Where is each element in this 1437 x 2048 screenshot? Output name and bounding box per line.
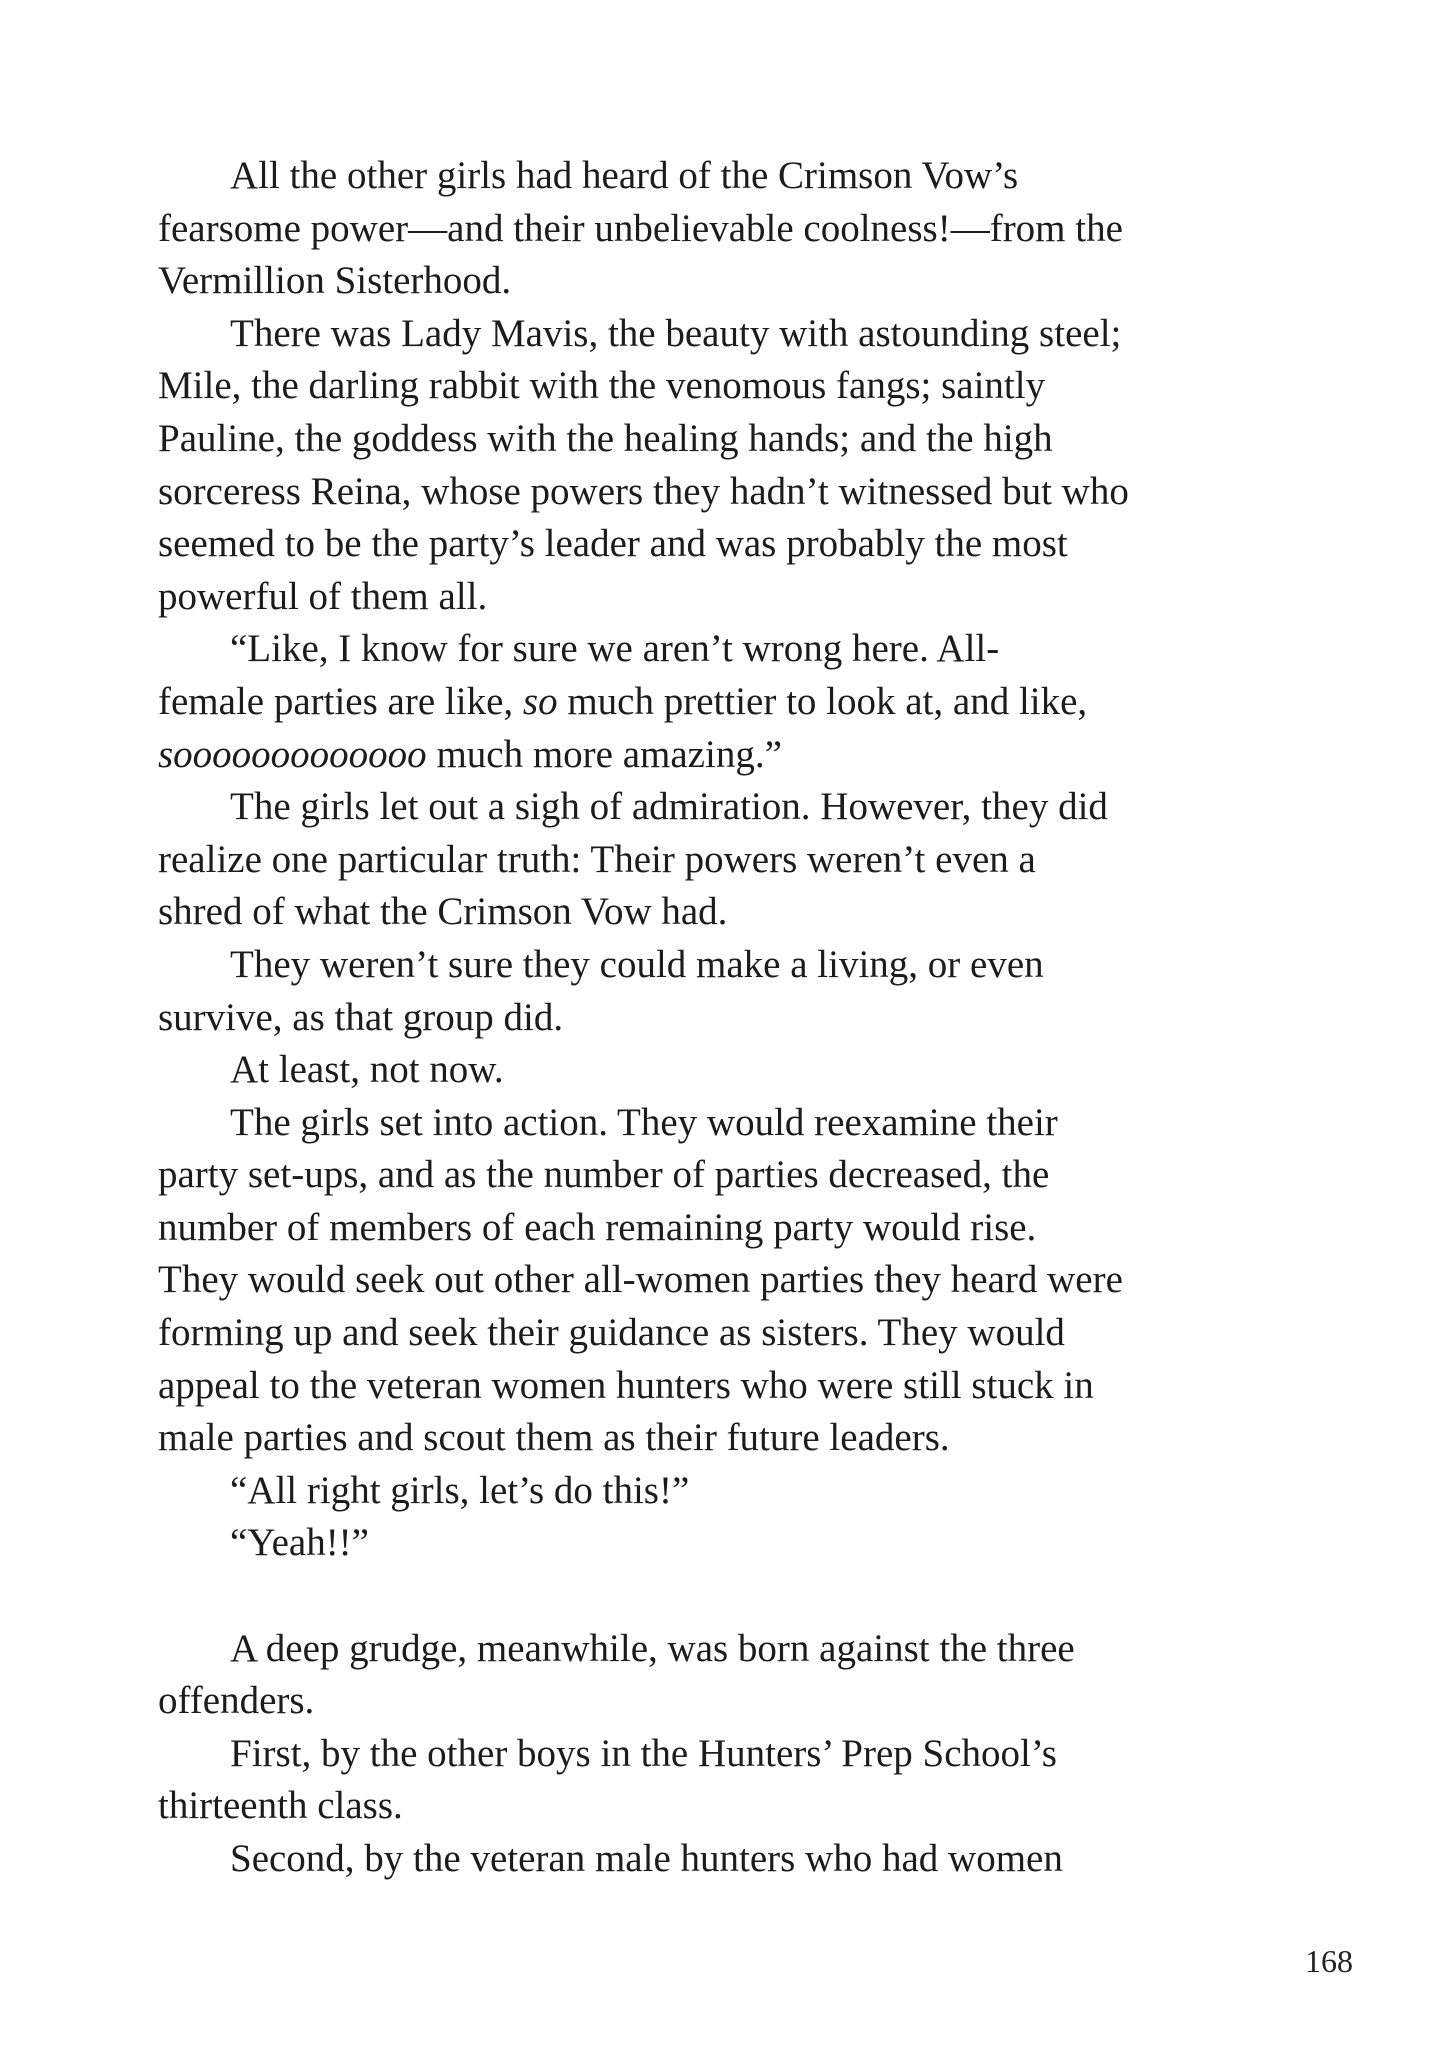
text-line [158,623,1283,676]
text-line [158,781,1283,834]
text-line [158,886,1283,939]
text-line [158,1307,1283,1360]
text-segment: appeal to the veteran women hunters who were still stuck in [158,1363,1094,1407]
text-segment: First, by the other boys in the Hunters’ Prep School’s [230,1731,1057,1775]
text-line [158,1412,1283,1465]
text-segment: powerful of them all. [158,574,488,618]
text-line [158,518,1283,571]
text-line [158,150,1283,203]
text-line [158,203,1283,256]
text-segment: much more amazing.” [426,732,782,776]
text-segment: number of members of each remaining party would rise. [158,1205,1037,1249]
text-segment: thirteenth class. [158,1784,403,1828]
italic-text-segment: sooooooooooooo [158,732,427,776]
text-line [158,1623,1283,1676]
text-segment: All the other girls had heard of the Crimson Vow’s [230,154,1019,197]
text-line [158,1675,1283,1728]
text-segment: “Like, I know for sure we aren’t wrong here. All- [230,627,1000,671]
text-segment: forming up and seek their guidance as sisters. They would [158,1311,1065,1355]
text-line [158,1044,1283,1097]
text-line [158,571,1283,624]
text-line [158,1728,1283,1781]
text-segment: Pauline, the goddess with the healing hands; and the high [158,416,1053,460]
text-line [158,729,1283,782]
text-line [158,992,1283,1045]
page-text [158,150,1283,1886]
text-line [158,1097,1283,1150]
text-segment: Vermillion Sisterhood. [158,259,512,303]
text-segment: realize one particular truth: Their powers weren’t even a [158,837,1036,881]
text-segment: “All right girls, let’s do this!” [230,1468,690,1512]
text-segment: offenders. [158,1679,315,1723]
text-segment: survive, as that group did. [158,995,564,1039]
text-segment: They weren’t sure they could make a living, or even [230,942,1044,986]
text-line [158,1360,1283,1413]
text-segment: A deep grudge, meanwhile, was born against the three [230,1626,1075,1670]
text-segment: male parties and scout them as their future leaders. [158,1416,950,1460]
text-segment: much prettier to look at, and like, [557,679,1088,723]
text-line [158,834,1283,887]
text-line [158,308,1283,361]
text-line [158,413,1283,466]
text-line [158,255,1283,308]
text-line [158,360,1283,413]
text-line [158,1780,1283,1833]
text-line [158,1202,1283,1255]
text-segment: sorceress Reina, whose powers they hadn’t witnessed but who [158,469,1129,513]
blank-line [158,1570,1283,1623]
text-segment: Second, by the veteran male hunters who had women [230,1837,1063,1880]
italic-text-segment: so [522,679,558,723]
text-segment: There was Lady Mavis, the beauty with astounding steel; [230,311,1122,355]
text-segment: seemed to be the party’s leader and was probably the most [158,522,1068,566]
text-segment: fearsome power—and their unbelievable coolness!—from the [158,206,1123,250]
text-segment: party set-ups, and as the number of parties decreased, the [158,1153,1050,1197]
text-line [158,939,1283,992]
text-segment: female parties are like, [158,679,523,723]
text-segment: At least, not now. [230,1048,504,1092]
text-line [158,466,1283,519]
text-segment: The girls let out a sigh of admiration. However, they did [230,785,1108,829]
text-line [158,1149,1283,1202]
text-line [158,1833,1283,1886]
text-line [158,1517,1283,1570]
page-number: 168 [1305,1943,1353,1979]
text-line [158,676,1283,729]
text-line [158,1254,1283,1307]
text-line [158,1465,1283,1518]
text-segment: They would seek out other all-women parties they heard were [158,1258,1123,1302]
text-segment: “Yeah!!” [230,1521,369,1565]
text-segment: shred of what the Crimson Vow had. [158,890,728,934]
text-segment: Mile, the darling rabbit with the venomous fangs; saintly [158,364,1046,408]
text-segment: The girls set into action. They would reexamine their [230,1100,1058,1144]
